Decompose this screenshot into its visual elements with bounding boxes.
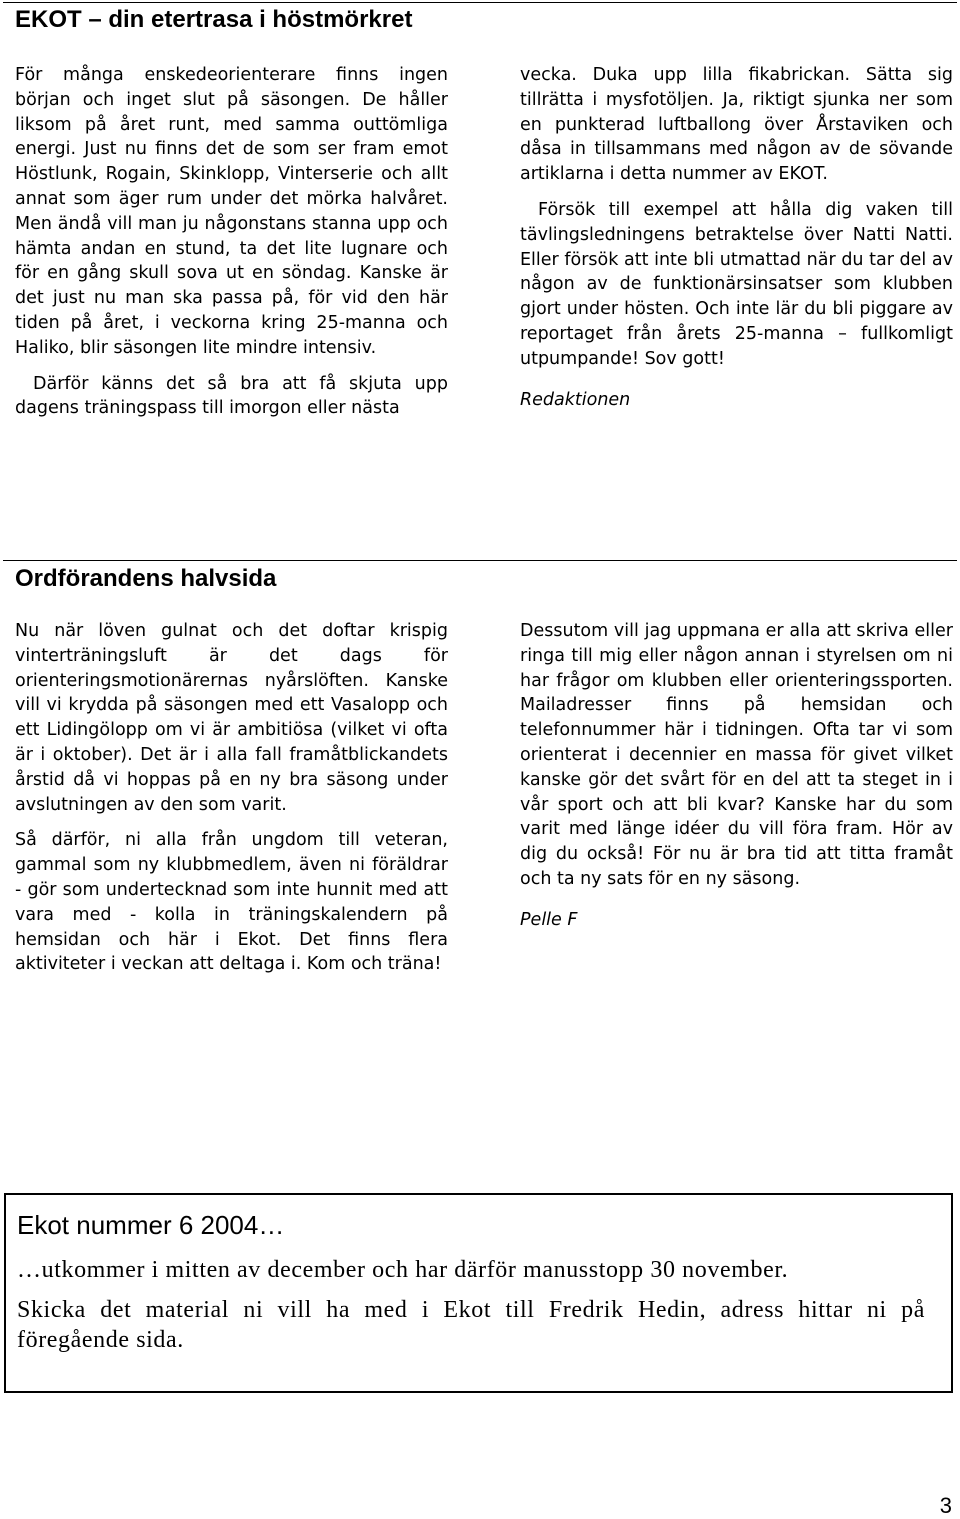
paragraph: Dessutom vill jag uppmana er alla att skriva eller ringa till mig eller någon annan i styrelsen om ni har frågor om klubben eller orienteringssporten. Mailadresser finns på hemsidan och telefonnummer här i tidningen. Ofta tar vi som orienterat i decennier en massa för givet vilket kanske gör det svårt för en del att ta steget in i vår sport och att bli kvar? Kanske har du som varit med länge idéer du vill föra fram. Hör av dig du också! För nu är bra tid att titta framåt och ta ny sats för en ny säsong. bbox=[520, 621, 953, 889]
article2-left-column bbox=[15, 619, 448, 988]
section-rule bbox=[3, 560, 957, 561]
notice-paragraph: Skicka det material ni vill ha med i Ekot till Fredrik Hedin, adress hittar ni på föregående sida. bbox=[17, 1297, 925, 1353]
signature: Pelle F bbox=[520, 909, 578, 930]
article2-right-column bbox=[520, 619, 953, 944]
article1-right-column bbox=[520, 63, 953, 423]
page-number: 3 bbox=[939, 1493, 952, 1518]
signature: Redaktionen bbox=[520, 389, 631, 410]
paragraph: vecka. Duka upp lilla fikabrickan. Sätta sig tillrätta i mysfotöljen. Ja, riktigt sjunka ner som en punkterad luftballong över Årstaviken och dåsa in tillsammans med någon av de sövande artiklarna i detta nummer av EKOT. bbox=[520, 65, 953, 185]
notice-box bbox=[4, 1193, 953, 1393]
paragraph: För många enskedeorienterare finns ingen början och inget slut på säsongen. De håller liksom på året runt, med samma outtömliga energi. Just nu finns det de som ser fram emot Höstlunk, Rogain, Skinklopp, Vinterserie och allt annat som äger rum under det mörka halvåret. Men ändå vill man ju någonstans stanna upp och hämta andan en stund, ta det lite lugnare och för en gång skull sova ut en söndag. Kanske är det just nu man ska passa på, för vid den här tiden på året, i veckorna kring 25-manna och Haliko, blir säsongen lite mindre intensiv. bbox=[15, 65, 448, 358]
notice-paragraph: …utkommer i mitten av december och har därför manusstopp 30 november. bbox=[17, 1257, 789, 1283]
paragraph: Försök till exempel att hålla dig vaken till tävlingsledningens betraktelse över Natti Natti. Eller försök att inte bli utmattad när du tar del av någon av de funktionärsinsatser som klubben gjort under hösten. Och inte lär du bli piggare av reportaget från årets 25-manna – fullkomligt utpumpande! Sov gott! bbox=[520, 199, 953, 369]
article1-left-column bbox=[15, 63, 448, 432]
notice-title: Ekot nummer 6 2004… bbox=[17, 1210, 285, 1240]
article-title-ekot: EKOT – din etertrasa i höstmörkret bbox=[15, 6, 413, 33]
top-rule bbox=[3, 2, 957, 3]
paragraph: Därför känns det så bra att få skjuta upp dagens träningspass till imorgon eller nästa bbox=[15, 373, 448, 419]
article-title-ordforande: Ordförandens halvsida bbox=[15, 565, 277, 592]
paragraph: Nu när löven gulnat och det doftar krispig vinterträningsluft är det dags för orienteringsmotionärernas nyårslöften. Kanske vill vi krydda på säsongen med ett Vasalopp och ett Lidingölopp om vi är ambitiösa (vilket vi ofta är i oktober). Det är i alla fall framåtblickandets årstid då vi hoppas på en ny bra säsong under avslutningen av den som varit. bbox=[15, 621, 448, 815]
paragraph: Så därför, ni alla från ungdom till veteran, gammal som ny klubbmedlem, även ni föräldrar - gör som undertecknad som inte hunnit med att vara med - kolla in träningskalendern på hemsidan och här i Ekot. Det finns flera aktiviteter i veckan att deltaga i. Kom och träna! bbox=[15, 830, 448, 975]
